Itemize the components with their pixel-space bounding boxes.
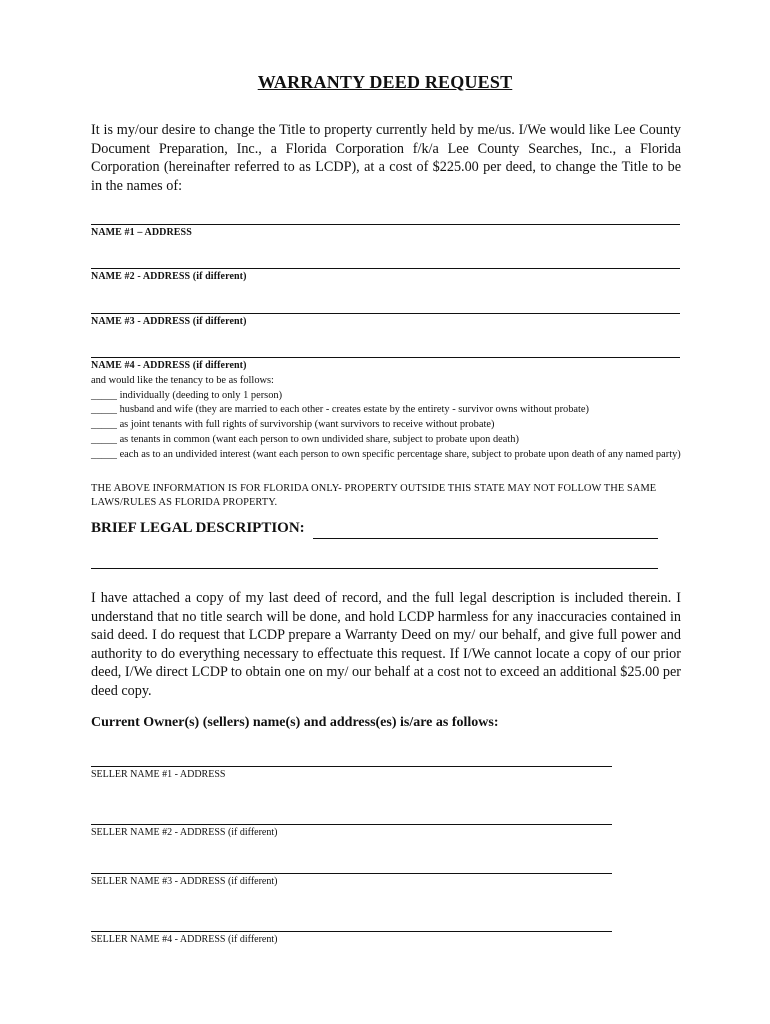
tenancy-option-tenants-in-common[interactable]: _____ as tenants in common (want each person to own undivided share, subject to probate upon death) xyxy=(91,433,519,445)
seller4-label: SELLER NAME #4 - ADDRESS (if different) xyxy=(91,934,278,945)
tenancy-option-individually[interactable]: _____ individually (deeding to only 1 person) xyxy=(91,389,283,401)
page-title: WARRANTY DEED REQUEST xyxy=(257,72,513,92)
name3-label: NAME #3 - ADDRESS (if different) xyxy=(91,316,247,327)
name3-line[interactable] xyxy=(91,313,680,314)
tenancy-option-joint-tenants[interactable]: _____ as joint tenants with full rights of survivorship (want survivors to receive without probate) xyxy=(91,419,495,431)
name4-label: NAME #4 - ADDRESS (if different) xyxy=(91,360,247,371)
tenancy-option-husband-wife[interactable]: _____ husband and wife (they are married to each other - creates estate by the entirety - survivor owns without probate) xyxy=(91,404,589,416)
seller1-label: SELLER NAME #1 - ADDRESS xyxy=(91,769,226,780)
seller4-line[interactable] xyxy=(91,931,612,932)
seller2-label: SELLER NAME #2 - ADDRESS (if different) xyxy=(91,827,278,838)
seller3-line[interactable] xyxy=(91,873,612,874)
name1-line[interactable] xyxy=(91,224,680,225)
name4-line[interactable] xyxy=(91,357,680,358)
legal-description-line-2[interactable] xyxy=(91,568,658,569)
florida-notice: THE ABOVE INFORMATION IS FOR FLORIDA ONLY- PROPERTY OUTSIDE THIS STATE MAY NOT FOLLOW THE SAME LAWS/RULES AS FLORIDA PROPERTY. xyxy=(91,483,657,508)
seller1-line[interactable] xyxy=(91,766,612,767)
name2-line[interactable] xyxy=(91,268,680,269)
name2-label: NAME #2 - ADDRESS (if different) xyxy=(91,271,247,282)
intro-paragraph: It is my/our desire to change the Title to property currently held by me/us. I/We would like Lee County Document Preparation, Inc., a Florida Corporation f/k/a Lee County Searches, Inc., a Florida Corporation (hereinafter referred to as LCDP), at a cost of $225.00 per deed, to change the Title to be in the names of: xyxy=(91,122,681,194)
tenancy-section xyxy=(91,374,691,462)
tenancy-option-undivided-interest[interactable]: _____ each as to an undivided interest (want each person to own specific percentage share, subject to probate upon death of any named party) xyxy=(91,448,681,460)
seller3-label: SELLER NAME #3 - ADDRESS (if different) xyxy=(91,876,278,887)
legal-description-field[interactable] xyxy=(313,538,658,539)
tenancy-intro: and would like the tenancy to be as follows: xyxy=(91,375,274,386)
attachment-paragraph: I have attached a copy of my last deed of record, and the full legal description is included therein. I understand that no title search will be done, and hold LCDP harmless for any inaccuracies contained in said deed. I do request that LCDP prepare a Warranty Deed on my/ our behalf, and give full power and authority to do everything necessary to effectuate this request. If I/We cannot locate a copy of our prior deed, I/We direct LCDP to obtain one on my/ our behalf at a cost not to exceed an additional $25.00 per deed copy. xyxy=(91,590,681,699)
legal-description-label: BRIEF LEGAL DESCRIPTION: xyxy=(91,520,305,536)
current-owners-heading: Current Owner(s) (sellers) name(s) and address(es) is/are as follows: xyxy=(91,715,499,730)
seller2-line[interactable] xyxy=(91,824,612,825)
name1-label: NAME #1 – ADDRESS xyxy=(91,227,192,238)
